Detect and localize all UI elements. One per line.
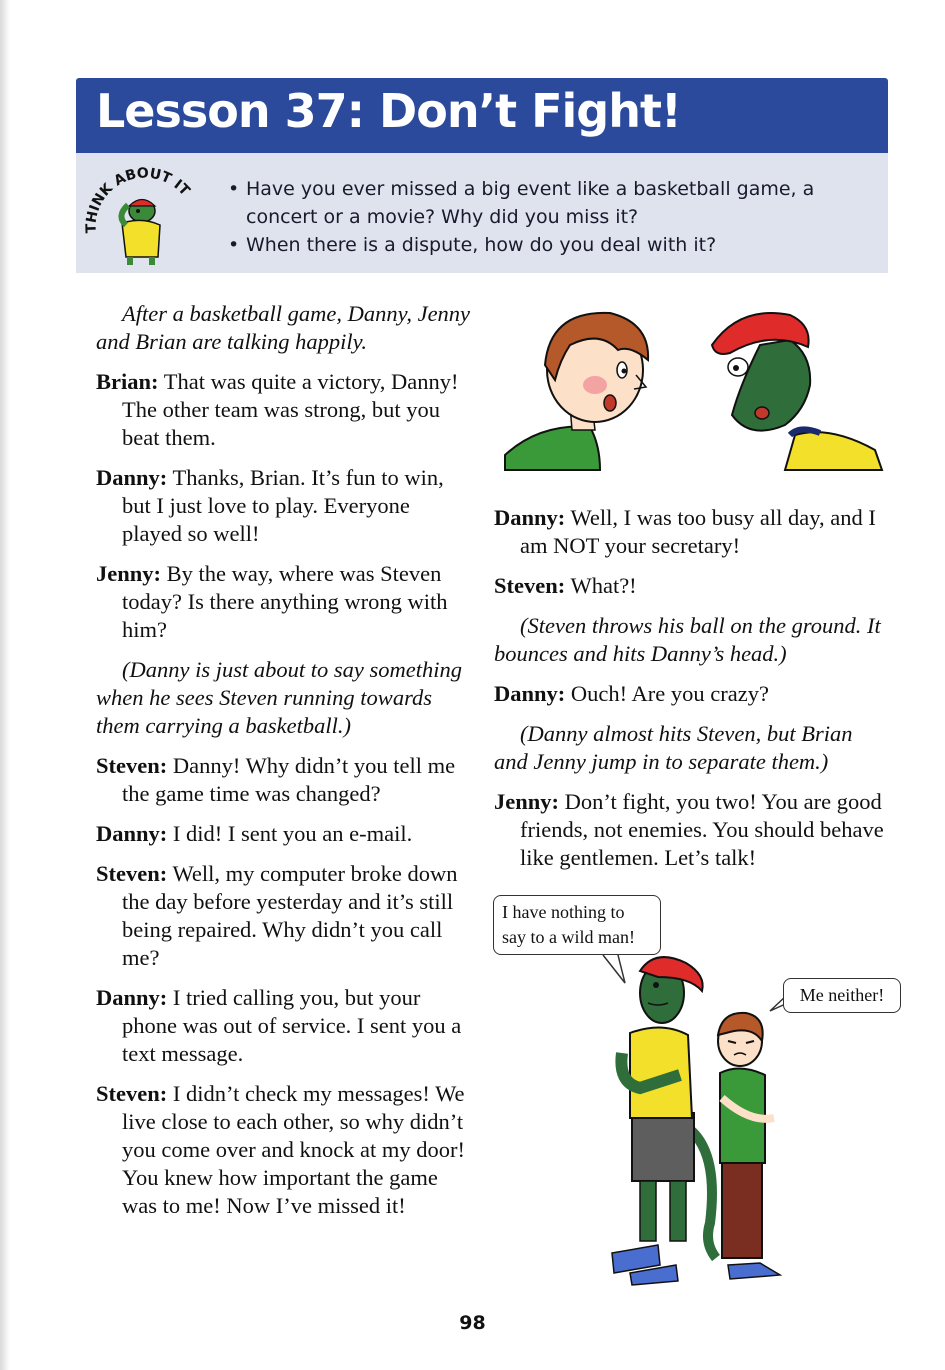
line-text: Danny! Why didn’t you tell me the game time was changed? <box>122 753 456 806</box>
dialogue-line <box>96 820 471 848</box>
stage-direction: (Danny is just about to say something when he sees Steven running towards them carrying a basketball.) <box>96 657 462 738</box>
steven-standing-icon <box>612 957 716 1285</box>
dialogue-line <box>96 464 471 548</box>
speaker-name: Danny: <box>494 505 566 530</box>
danny-speech-bubble: Me neither! <box>783 978 901 1013</box>
dialogue-line <box>494 572 889 600</box>
dialogue-line <box>96 560 471 644</box>
speaker-name: Brian: <box>96 369 159 394</box>
speaker-name: Steven: <box>494 573 566 598</box>
dialogue-line <box>96 984 471 1068</box>
dialogue-line <box>96 752 471 808</box>
page-number: 98 <box>459 1312 486 1334</box>
dialogue-line <box>96 1080 471 1220</box>
speaker-name: Danny: <box>494 681 566 706</box>
speaker-name: Danny: <box>96 465 168 490</box>
argument-illustration <box>500 305 890 475</box>
speaker-name: Steven: <box>96 1081 168 1106</box>
speaker-name: Steven: <box>96 753 168 778</box>
danny-character-icon <box>505 313 648 470</box>
speaker-name: Danny: <box>96 821 168 846</box>
dialogue-line <box>96 860 471 972</box>
line-text: Don’t fight, you two! You are good friends, not enemies. You should behave like gentlemen. Let’s talk! <box>520 789 884 870</box>
steven-speech-bubble: I have nothing to say to a wild man! <box>493 895 661 955</box>
speaker-name: Danny: <box>96 985 168 1010</box>
line-text: I did! I sent you an e-mail. <box>172 821 413 846</box>
dialogue-line <box>494 504 889 560</box>
dialogue-line <box>96 368 471 452</box>
line-text: Thanks, Brian. It’s fun to win, but I just love to play. Everyone played so well! <box>122 465 444 546</box>
think-about-it-box <box>76 153 888 273</box>
question-item: • Have you ever missed a big event like a basketball game, a concert or a movie? Why did you miss it? <box>226 175 876 231</box>
line-text: Well, I was too busy all day, and I am NOT your secretary! <box>520 505 876 558</box>
danny-standing-icon <box>718 1013 780 1279</box>
speaker-name: Jenny: <box>494 789 560 814</box>
line-text: Ouch! Are you crazy? <box>570 681 769 706</box>
stage-direction: After a basketball game, Danny, Jenny and Brian are talking happily. <box>96 301 471 354</box>
line-text: That was quite a victory, Danny! The other team was strong, but you beat them. <box>122 369 459 450</box>
page-edge <box>0 0 10 1370</box>
line-text: I tried calling you, but your phone was out of service. I sent you a text message. <box>122 985 462 1066</box>
question-item: • When there is a dispute, how do you deal with it? <box>226 231 876 259</box>
think-about-it-badge <box>82 161 202 269</box>
line-text: By the way, where was Steven today? Is there anything wrong with him? <box>122 561 448 642</box>
stage-direction: (Steven throws his ball on the ground. It bounces and hits Danny’s head.) <box>494 613 881 666</box>
speaker-name: Steven: <box>96 861 168 886</box>
line-text: I didn’t check my messages! We live close to each other, so why didn’t you come over and knock at my door! You knew how important the game was to me! Now I’ve missed it! <box>122 1081 466 1218</box>
dinosaur-thinking-icon <box>121 200 160 266</box>
dialogue-column-left <box>96 300 471 1232</box>
dialogue-column-right <box>494 504 889 884</box>
dialogue-line <box>494 788 889 872</box>
speaker-name: Jenny: <box>96 561 162 586</box>
lesson-title: Lesson 37: Don’t Fight! <box>96 84 681 138</box>
think-about-it-questions <box>226 175 876 259</box>
think-about-it-badge-text: THINK ABOUT IT <box>83 165 193 234</box>
steven-character-icon <box>712 313 882 470</box>
dialogue-line <box>494 680 889 708</box>
stage-direction: (Danny almost hits Steven, but Brian and Jenny jump in to separate them.) <box>494 721 853 774</box>
line-text: What?! <box>570 573 637 598</box>
lesson-header <box>76 78 888 153</box>
line-text: Well, my computer broke down the day before yesterday and it’s still being repaired. Why didn’t you call me? <box>122 861 458 970</box>
